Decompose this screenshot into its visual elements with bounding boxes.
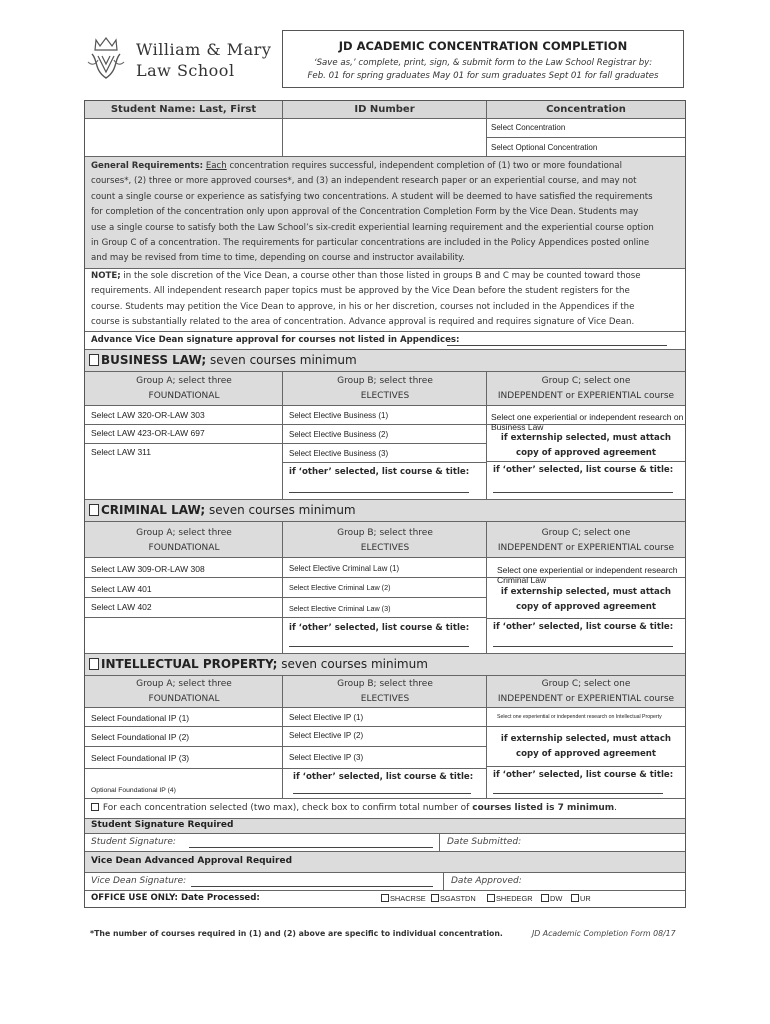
concentration-select-value: Select Concentration [491, 123, 566, 132]
general-line: and may be revised from time to time, depending on course and instructor availability. [91, 253, 465, 264]
checkbox-icon [381, 894, 389, 902]
divider [487, 766, 685, 767]
select-value: Select Foundational IP (1) [91, 713, 190, 723]
ip-group-b [283, 708, 487, 798]
office-check-label: SHACRSE [390, 894, 426, 903]
note-line: course is substantially related to the area of concentration. Advance approval is required and requires signature of Vice Dean. [91, 317, 635, 328]
select-value: Select Elective Business (2) [289, 430, 389, 439]
business-law-title [89, 353, 357, 367]
business-a-select-1[interactable] [85, 406, 282, 425]
extern-line-1: if externship selected, must attach [500, 734, 672, 744]
divider [487, 618, 685, 619]
criminal-law-title-text: CRIMINAL LAW; [101, 503, 206, 517]
select-value: Optional Foundational IP (4) [91, 787, 176, 794]
ip-b-select-1[interactable] [283, 708, 486, 727]
group-b-header [283, 676, 487, 707]
office-check-label: UR [580, 894, 591, 903]
extern-line-2: copy of approved agreement [515, 749, 657, 759]
select-value: Select one experiential or independent research Criminal Law [497, 565, 678, 585]
ip-c-other-label: if ‘other’ selected, list course & title: [493, 770, 674, 780]
group-a-sublabel: FOUNDATIONAL [148, 543, 220, 553]
office-check-label: DW [550, 894, 563, 903]
business-law-title-text: BUSINESS LAW; [101, 353, 207, 367]
student-sig-header [85, 819, 685, 834]
general-requirements-text [91, 159, 681, 267]
select-value: Select Elective Criminal Law (2) [289, 583, 391, 592]
general-line: count a single course or experience as satisfying two concentrations. A student will be deemed to have satisfied the requirements [91, 191, 653, 202]
select-value: Select Elective IP (2) [289, 731, 364, 740]
group-b-label: Group B; select three [337, 528, 433, 538]
school-name-line1: William & Mary [136, 40, 272, 59]
advance-approval-line[interactable] [447, 345, 667, 346]
office-check-3[interactable] [487, 894, 533, 903]
group-c-label: Group C; select one [541, 528, 631, 538]
extern-line-1: if externship selected, must attach [500, 433, 672, 443]
select-value: Select Foundational IP (3) [91, 753, 190, 763]
criminal-a-select-3[interactable] [85, 598, 282, 618]
criminal-c-other-label: if ‘other’ selected, list course & title: [493, 622, 674, 632]
dean-sig-label: Vice Dean Signature: [91, 876, 187, 886]
dean-sig-header [85, 852, 685, 873]
select-value: Select Elective Business (1) [289, 411, 389, 420]
checkbox-icon [487, 894, 495, 902]
ip-extern-note [487, 732, 685, 762]
general-line: use a single course to satisfy both the Law School’s six-credit experiential learning requirement and the experiential course option [91, 222, 654, 233]
group-a-label: Group A; select three [136, 528, 232, 538]
group-a-header [85, 676, 283, 707]
business-b-other-line[interactable] [289, 492, 469, 493]
ip-group-c [487, 708, 685, 799]
business-b-select-2[interactable] [283, 425, 486, 444]
office-check-label: SGASTDN [440, 894, 476, 903]
divider [439, 834, 440, 851]
ip-b-select-3[interactable] [283, 747, 486, 769]
extern-line-2: copy of approved agreement [515, 602, 657, 612]
confirm-bold: courses listed is 7 minimum [472, 803, 615, 813]
group-b-header [283, 372, 487, 405]
group-b-header [283, 522, 487, 557]
business-c-other-label: if ‘other’ selected, list course & title: [493, 465, 674, 475]
student-sig-row [85, 834, 685, 852]
business-group-c [487, 406, 685, 500]
ip-group-a [85, 708, 283, 798]
form-deadlines: Feb. 01 for spring graduates May 01 for sum graduates Sept 01 for fall graduates [307, 71, 659, 81]
ip-title [89, 657, 428, 671]
group-c-label: Group C; select one [541, 679, 631, 689]
select-value: Select LAW 311 [91, 447, 152, 457]
ip-a-select-3[interactable] [85, 747, 282, 769]
criminal-a-select-1[interactable] [85, 558, 282, 578]
group-c-sublabel: INDEPENDENT or EXPERIENTIAL course [497, 391, 675, 401]
group-a-sublabel: FOUNDATIONAL [148, 391, 220, 401]
ip-a-select-2[interactable] [85, 727, 282, 747]
form-title: JD ACADEMIC CONCENTRATION COMPLETION [338, 39, 628, 53]
ip-b-select-2[interactable] [283, 727, 486, 747]
col-student-name: Student Name: Last, First [85, 101, 283, 118]
select-value: Select one experiential or independent research on Business Law [491, 412, 684, 432]
optional-concentration-select[interactable] [487, 138, 685, 157]
general-each: Each [205, 161, 227, 171]
business-c-select[interactable] [487, 406, 685, 432]
divider [443, 873, 444, 890]
select-value: Select LAW 401 [91, 584, 152, 594]
id-number-field[interactable] [283, 119, 487, 156]
ip-c-other-line[interactable] [493, 793, 663, 794]
business-b-other-label: if ‘other’ selected, list course & title: [289, 467, 470, 477]
dean-sig-title: Vice Dean Advanced Approval Required [91, 856, 293, 866]
student-name-field[interactable] [85, 119, 283, 156]
group-b-sublabel: ELECTIVES [360, 694, 410, 704]
general-line: concentration requires successful, independent completion of (1) two or more foundational [229, 161, 622, 171]
select-value: Select LAW 402 [91, 602, 152, 612]
business-c-other-line[interactable] [493, 492, 673, 493]
dean-sig-row [85, 873, 685, 891]
crest-logo [84, 36, 128, 82]
select-value: Select Elective Business (3) [289, 449, 389, 458]
ip-selections [85, 708, 685, 799]
business-selections [85, 406, 685, 500]
office-check-label: SHEDEGR [496, 894, 533, 903]
ip-group-headers [85, 676, 685, 708]
criminal-group-headers [85, 522, 685, 558]
business-b-select-1[interactable] [283, 406, 486, 425]
date-approved-label[interactable]: Date Approved: [451, 876, 522, 886]
business-law-checkbox[interactable] [89, 354, 99, 366]
business-group-headers [85, 372, 685, 406]
business-extern-note [487, 431, 685, 461]
select-value: Select Elective Criminal Law (1) [289, 564, 400, 573]
form-body [84, 100, 686, 908]
confirm-row [85, 799, 685, 819]
checkbox-icon [571, 894, 579, 902]
school-name-line2: Law School [136, 61, 235, 80]
select-value: Select Elective IP (3) [289, 753, 364, 762]
select-value: Select Foundational IP (2) [91, 732, 190, 742]
col-id-number: ID Number [283, 101, 487, 118]
student-sig-label: Student Signature: [91, 837, 176, 847]
confirm-text [91, 803, 617, 813]
select-value: Select LAW 423-OR-LAW 697 [91, 428, 205, 438]
criminal-law-checkbox[interactable] [89, 504, 99, 516]
select-value: Select one experiential or independent research on Intellectual Property [497, 714, 662, 720]
business-a-select-3[interactable] [85, 444, 282, 463]
criminal-c-select[interactable] [487, 558, 685, 585]
business-group-b [283, 406, 487, 499]
group-a-label: Group A; select three [136, 376, 232, 386]
general-requirements [85, 157, 685, 269]
group-c-label: Group C; select one [541, 376, 631, 386]
ip-b-other-line[interactable] [293, 793, 471, 794]
ip-a-select-4[interactable] [85, 769, 282, 799]
criminal-b-select-2[interactable] [283, 578, 486, 598]
optional-concentration-select-value: Select Optional Concentration [491, 143, 598, 152]
business-law-header [85, 350, 685, 372]
note-label: NOTE; [91, 271, 121, 281]
business-a-select-2[interactable] [85, 425, 282, 444]
criminal-b-select-1[interactable] [283, 558, 486, 578]
note-line: requirements. All independent research paper topics must be approved by the Vice Dean before the student registers for the [91, 286, 630, 297]
criminal-group-b [283, 558, 487, 653]
criminal-c-other-line[interactable] [493, 646, 673, 647]
general-line: in Group C of a concentration. The requirements for particular concentrations are included in the Policy Appendices posted online [91, 238, 650, 249]
group-c-sublabel: INDEPENDENT or EXPERIENTIAL course [497, 543, 675, 553]
criminal-b-other-line[interactable] [289, 646, 469, 647]
business-law-subtitle: seven courses minimum [206, 353, 357, 367]
group-b-label: Group B; select three [337, 679, 433, 689]
ip-a-select-1[interactable] [85, 708, 282, 727]
extern-line-2: copy of approved agreement [515, 448, 657, 458]
general-line: courses*, (2) three or more approved courses*, and (3) an independent research paper or an experiential course, and may not [91, 176, 637, 187]
group-a-sublabel: FOUNDATIONAL [148, 694, 220, 704]
office-check-1[interactable] [381, 894, 426, 903]
student-sig-line[interactable] [189, 847, 433, 848]
confirm-checkbox[interactable] [91, 803, 99, 811]
confirm-label: For each concentration selected (two max), check box to confirm total number of [102, 803, 470, 813]
ip-checkbox[interactable] [89, 658, 99, 670]
confirm-end: . [614, 803, 618, 813]
col-concentration: Concentration [546, 104, 626, 115]
dean-sig-line[interactable] [191, 886, 433, 887]
criminal-selections [85, 558, 685, 654]
checkbox-icon [431, 894, 439, 902]
group-b-label: Group B; select three [337, 376, 433, 386]
ip-header [85, 654, 685, 676]
date-submitted-label[interactable]: Date Submitted: [447, 837, 522, 847]
student-sig-title: Student Signature Required [91, 820, 234, 830]
form-title-box [282, 30, 684, 88]
concentration-select[interactable] [487, 119, 685, 138]
ip-c-select[interactable] [487, 708, 685, 727]
criminal-extern-note [487, 585, 685, 615]
office-check-5[interactable] [571, 894, 591, 903]
note-section [85, 269, 685, 332]
group-c-sublabel: INDEPENDENT or EXPERIENTIAL course [497, 694, 675, 704]
criminal-law-title [89, 503, 356, 517]
group-a-label: Group A; select three [136, 679, 232, 689]
student-table-header [85, 101, 685, 119]
ip-title-text: INTELLECTUAL PROPERTY; [101, 657, 278, 671]
select-value: Select LAW 320-OR-LAW 303 [91, 410, 205, 420]
ip-subtitle: seven courses minimum [277, 657, 428, 671]
office-check-2[interactable] [431, 894, 476, 903]
office-check-4[interactable] [541, 894, 562, 903]
advance-approval-row [85, 332, 685, 350]
divider [487, 461, 685, 462]
note-line: in the sole discretion of the Vice Dean, a course other than those listed in groups B and C may be counted toward those [123, 271, 641, 281]
select-value: Select Elective IP (1) [289, 713, 364, 722]
select-value: Select Elective Criminal Law (3) [289, 604, 391, 613]
note-text [91, 269, 681, 331]
form-subtitle: ‘Save as,’ complete, print, sign, & submit form to the Law School Registrar by: [313, 58, 653, 68]
student-table-inputs [85, 119, 685, 157]
criminal-law-header [85, 500, 685, 522]
general-label: General Requirements: [91, 161, 204, 171]
criminal-b-other-label: if ‘other’ selected, list course & title: [289, 623, 470, 633]
office-use-row [85, 891, 685, 907]
group-a-header [85, 372, 283, 405]
office-use-label: OFFICE USE ONLY: Date Processed: [91, 893, 260, 903]
criminal-law-subtitle: seven courses minimum [205, 503, 356, 517]
criminal-b-select-3[interactable] [283, 598, 486, 618]
checkbox-icon [541, 894, 549, 902]
group-b-sublabel: ELECTIVES [360, 391, 410, 401]
criminal-group-c [487, 558, 685, 654]
business-group-a [85, 406, 283, 499]
advance-approval-label: Advance Vice Dean signature approval for courses not listed in Appendices: [91, 335, 460, 345]
group-a-header [85, 522, 283, 557]
ip-b-other-label: if ‘other’ selected, list course & title: [293, 772, 474, 782]
extern-line-1: if externship selected, must attach [500, 587, 672, 597]
note-line: course. Students may petition the Vice Dean to approve, in his or her discretion, courses not included in the Appendices if the [91, 301, 635, 312]
select-value: Select LAW 309-OR-LAW 308 [91, 564, 205, 574]
general-line: for completion of the concentration only upon approval of the Concentration Completion Form by the Vice Dean. Students may [91, 207, 639, 218]
footer-note: *The number of courses required in (1) and (2) above are specific to individual concentration. [90, 929, 503, 938]
criminal-group-a [85, 558, 283, 653]
group-b-sublabel: ELECTIVES [360, 543, 410, 553]
business-b-select-3[interactable] [283, 444, 486, 463]
footer-form-id: JD Academic Completion Form 08/17 [532, 929, 676, 938]
criminal-a-select-2[interactable] [85, 578, 282, 598]
